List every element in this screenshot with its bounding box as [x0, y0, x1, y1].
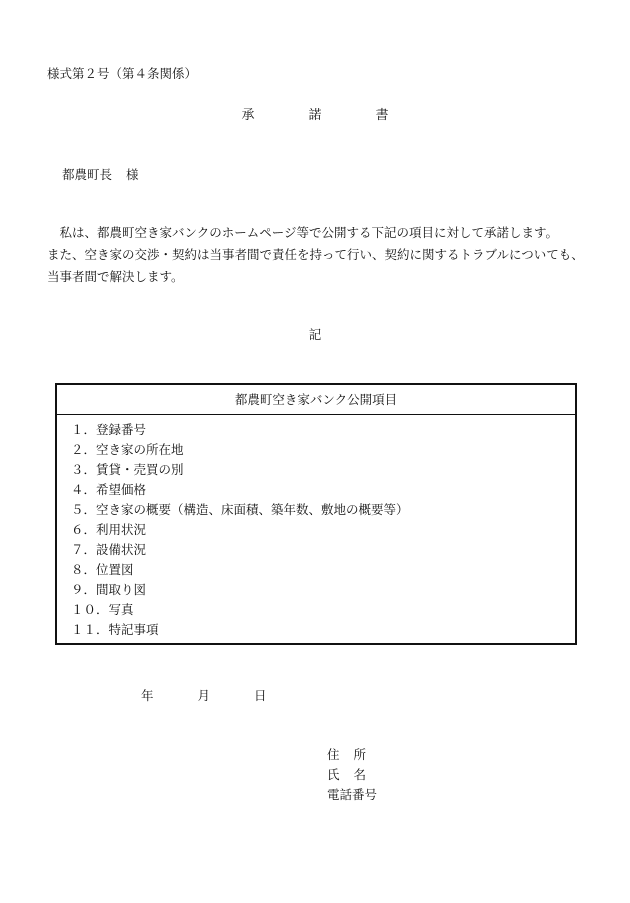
- list-item: ７．設備状況: [71, 542, 147, 557]
- consent-statement: [47, 222, 587, 288]
- ki-heading: 記: [308, 327, 322, 342]
- list-item: １０．写真: [71, 602, 134, 617]
- date-month: 月: [197, 688, 211, 703]
- list-item: ３．賃貸・売買の別: [71, 462, 184, 477]
- phone-label: 電話番号: [327, 787, 378, 802]
- form-number: 様式第２号（第４条関係）: [47, 66, 198, 81]
- addressee-name: 都農町長: [62, 167, 113, 182]
- public-items-title: 都農町空き家バンク公開項目: [57, 385, 575, 415]
- title-char: 承: [241, 108, 255, 123]
- public-items-box: [55, 383, 577, 645]
- statement-paragraph: また、空き家の交渉・契約は当事者間で責任を持って行い、契約に関するトラブルについても、当事者間で解決します。: [47, 247, 584, 284]
- list-item: ５．空き家の概要（構造、床面積、築年数、敷地の概要等）: [71, 502, 409, 517]
- date-day: 日: [254, 688, 267, 703]
- list-item: １．登録番号: [71, 422, 147, 437]
- date-year: 年: [141, 688, 154, 703]
- statement-paragraph: 私は、都農町空き家バンクのホームページ等で公開する下記の項目に対して承諾します。: [59, 225, 559, 240]
- title-char: 書: [375, 108, 389, 123]
- name-char: 氏: [327, 767, 340, 782]
- list-item: １１．特記事項: [71, 622, 159, 637]
- list-item: ４．希望価格: [71, 482, 147, 497]
- name-char: 名: [353, 767, 367, 782]
- address-char: 住: [327, 747, 340, 762]
- public-items-list: [57, 415, 575, 640]
- list-item: ６．利用状況: [71, 522, 147, 537]
- name-label: [327, 765, 377, 785]
- document-title: [0, 104, 630, 123]
- list-item: ２．空き家の所在地: [71, 442, 184, 457]
- applicant-block: [327, 745, 377, 805]
- title-char: 諾: [308, 108, 322, 123]
- list-item: ９．間取り図: [71, 582, 147, 597]
- list-item: ８．位置図: [71, 562, 134, 577]
- address-label: [327, 745, 377, 765]
- addressee-honorific: 様: [126, 167, 139, 182]
- date-line: [141, 686, 267, 704]
- address-char: 所: [353, 747, 367, 762]
- addressee: [62, 165, 139, 183]
